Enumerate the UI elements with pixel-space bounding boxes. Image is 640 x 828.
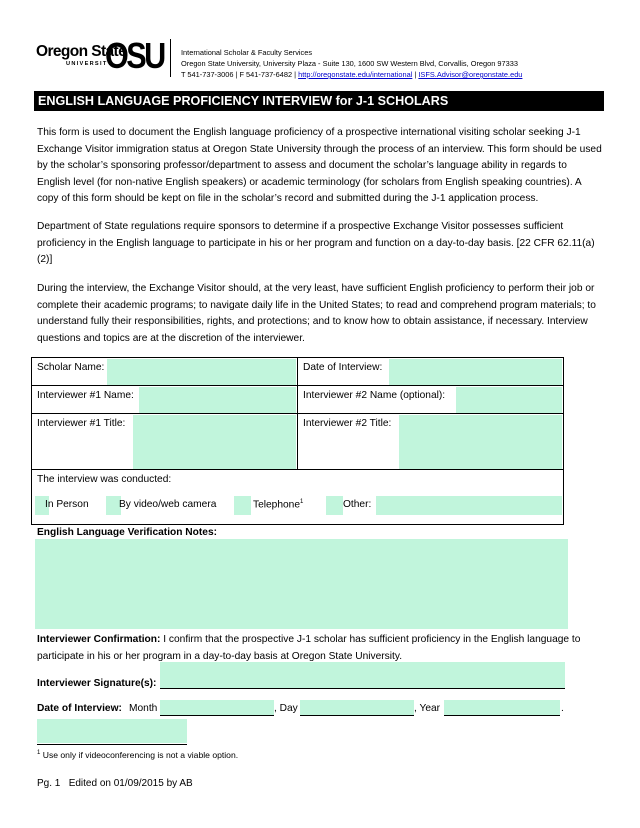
confirmation-label: Interviewer Confirmation:: [37, 634, 161, 645]
cell-interviewer2-name: [297, 385, 564, 414]
page-number: Pg. 1: [37, 778, 61, 789]
cell-scholar-name: [31, 357, 298, 386]
conducted-label: The interview was conducted:: [37, 474, 172, 485]
logo-wordmark-top: Oregon State: [36, 43, 127, 60]
scholar-info-table: [31, 357, 564, 525]
office-contact: [181, 69, 522, 80]
extra-field[interactable]: [37, 719, 187, 743]
month-line: [160, 704, 274, 716]
in-person-label: In Person: [45, 499, 89, 510]
header-divider: [170, 39, 171, 77]
day-line: [300, 704, 414, 716]
cell-interviewer1-title: [31, 413, 298, 470]
telephone-checkbox[interactable]: [234, 496, 251, 515]
edited-note: Edited on 01/09/2015 by AB: [68, 778, 193, 789]
year-line: [444, 704, 560, 716]
footnote-separator: [37, 744, 187, 745]
year-label: , Year: [414, 703, 441, 714]
interviewer2-title-field[interactable]: [399, 415, 562, 469]
contact-separator: |: [412, 70, 419, 79]
interviewer1-title-field[interactable]: [133, 415, 296, 469]
day-label: , Day: [274, 703, 298, 714]
signature-line: [160, 676, 565, 689]
email-link[interactable]: ISFS.Advisor@oregonstate.edu: [418, 70, 523, 79]
footnote-text: Use only if videoconferencing is not a viable option.: [40, 750, 239, 760]
logo-monogram: OSU: [105, 35, 164, 76]
page-footer: [37, 778, 193, 789]
other-label: Other:: [343, 499, 372, 510]
intro-paragraph: [37, 125, 602, 208]
interviewer2-name-field[interactable]: [456, 387, 562, 413]
cell-interviewer2-title: [297, 413, 564, 470]
paragraph-purpose: This form is used to document the English language proficiency of a prospective international visiting scholar seeking J-1 Exchange Visitor immigration status at Oregon State University through the process of an interview. This form should be used by the scholar’s sponsoring professor/department to assess and document the scholar’s language ability in regards to English level (for non-native English speakers) or academic terminology (for scholars from English speaking countries). A copy of this form should be kept on file in the scholar’s record and submitted during the J-1 application process.: [37, 127, 602, 204]
other-field[interactable]: [376, 496, 562, 515]
footnote: [37, 750, 238, 760]
interviewer2-name-label: Interviewer #2 Name (optional):: [303, 390, 446, 401]
notes-label: English Language Verification Notes:: [37, 527, 218, 538]
interviewer1-name-field[interactable]: [139, 387, 296, 413]
regulation-paragraph: [37, 219, 602, 269]
date-label: Date of Interview:: [37, 703, 122, 714]
telephone-label: Telephone$^1$: [253, 499, 304, 511]
office-info: [181, 47, 522, 80]
footnote-mark: 1: [37, 750, 41, 757]
cell-interview-method: [31, 469, 564, 525]
office-name: International Scholar & Faculty Services: [181, 48, 313, 57]
paragraph-regulation: Department of State regulations require sponsors to determine if a prospective Exchange Visitor possesses sufficient proficiency in the English language to participate in his or her program and function on a day-to-day basis. [22 CFR 62.11(a)(2)]: [37, 221, 595, 265]
paragraph-requirements: During the interview, the Exchange Visitor should, at the very least, have sufficient English proficiency to perform their job or complete their academic programs; to navigate daily life in the United States; to read and comprehend program materials; to understand fully their responsibilities, rights, and protections; and to know how to obtain assistance, if necessary. Interview questions and topics are at the discretion of the interviewer.: [37, 283, 596, 344]
interviewer1-title-label: Interviewer #1 Title:: [37, 418, 126, 429]
website-link[interactable]: http://oregonstate.edu/international: [298, 70, 413, 79]
telephone-footnote-mark: 1: [300, 499, 304, 505]
signature-label: Interviewer Signature(s):: [37, 678, 157, 689]
interviewer2-title-label: Interviewer #2 Title:: [303, 418, 392, 429]
requirements-paragraph: [37, 281, 602, 347]
date-of-interview-field[interactable]: [389, 359, 562, 385]
scholar-name-field[interactable]: [107, 359, 296, 385]
scholar-name-label: Scholar Name:: [37, 362, 105, 373]
phone-fax: T 541-737-3006 | F 541-737-6482 |: [181, 70, 299, 79]
cell-date-of-interview: [297, 357, 564, 386]
confirmation-text: I confirm that the prospective J-1 scholar has sufficient proficiency in the English language to participate in his or her program in a day-to-day basis at Oregon State University.: [37, 634, 581, 662]
interviewer1-name-label: Interviewer #1 Name:: [37, 390, 134, 401]
notes-field[interactable]: [35, 539, 568, 629]
date-end-period: .: [561, 703, 564, 714]
date-of-interview-label: Date of Interview:: [303, 362, 383, 373]
page-title: ENGLISH LANGUAGE PROFICIENCY INTERVIEW for J-1 SCHOLARS: [34, 91, 604, 111]
logo-wordmark-bottom: UNIVERSITY: [66, 61, 113, 67]
osu-logo: [36, 35, 164, 77]
cell-interviewer1-name: [31, 385, 298, 414]
month-label: Month: [129, 703, 158, 714]
office-address: Oregon State University, University Plaza - Suite 130, 1600 SW Western Blvd, Corvallis, Oregon 97333: [181, 59, 518, 68]
other-checkbox[interactable]: [326, 496, 343, 515]
confirmation-statement: [37, 632, 602, 665]
video-label: By video/web camera: [119, 499, 217, 510]
